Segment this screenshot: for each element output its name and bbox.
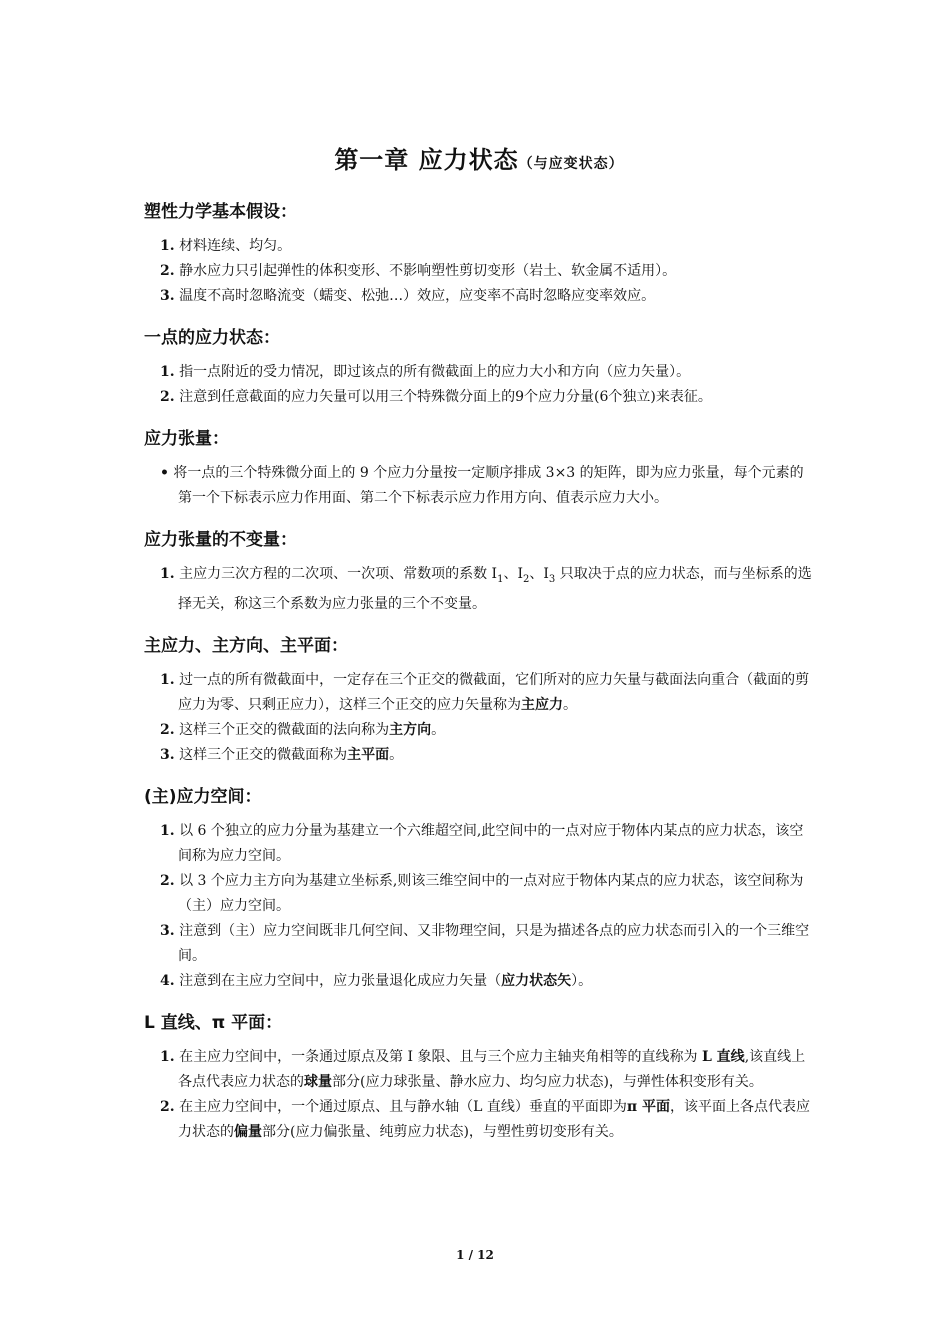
page-number: 1 / 12	[456, 1248, 494, 1262]
section-heading: L 直线、π 平面：	[144, 1012, 283, 1033]
list-item: 1. 主应力三次方程的二次项、一次项、常数项的系数 $I_1$、$I_2$、$I_3$ 只取决于点的应力状态，而与坐标系的选择无关，称这三个系数为应力张量的三个不变量。	[160, 566, 812, 612]
section-heading: 应力张量的不变量：	[144, 530, 297, 550]
section-heading: 塑性力学基本假设：	[144, 202, 297, 222]
list-item: 2. 以 3 个应力主方向为基建立坐标系,则该三维空间中的一点对应于物体内某点的应力状态，该空间称为（主）应力空间。	[160, 872, 804, 914]
section-heading: 主应力、主方向、主平面：	[144, 635, 348, 656]
bullet-item: • 将一点的三个特殊微分面上的 9 个应力分量按一定顺序排成 3×3 的矩阵，即为应力张量，每个元素的第一个下标表示应力作用面、第二个下标表示应力作用方向、值表示应力大小。	[160, 465, 804, 506]
list-item: 1. 以 6 个独立的应力分量为基建立一个六维超空间,此空间中的一点对应于物体内某点的应力状态，该空间称为应力空间。	[160, 822, 804, 864]
list-item: 1. 在主应力空间中，一条通过原点及第 Ⅰ 象限、且与三个应力主轴夹角相等的直线称为 L 直线,该直线上各点代表应力状态的球量部分(应力球张量、静水应力、均匀应力状态)，与弹性体积变形有关。	[160, 1048, 806, 1090]
section-heading: 应力张量：	[144, 429, 229, 449]
section-heading: (主)应力空间：	[144, 786, 262, 807]
list-item: 3. 这样三个正交的微截面称为主平面。	[160, 746, 404, 763]
list-item: 1. 指一点附近的受力情况，即过该点的所有微截面上的应力大小和方向（应力矢量）。	[160, 364, 691, 380]
list-item: 1. 材料连续、均匀。	[160, 238, 292, 254]
list-item: 1. 过一点的所有微截面中，一定存在三个正交的微截面，它们所对的应力矢量与截面法向重合（截面的剪应力为零、只剩正应力），这样三个正交的应力矢量称为主应力。	[160, 671, 810, 713]
list-item: 4. 注意到在主应力空间中，应力张量退化成应力矢量（应力状态矢）。	[160, 972, 593, 989]
title-text: 第一章 应力状态	[334, 146, 519, 174]
list-item: 2. 在主应力空间中，一个通过原点、且与静水轴（L 直线）垂直的平面即为π 平面，该平面上各点代表应力状态的偏量部分(应力偏张量、纯剪应力状态)，与塑性剪切变形有关。	[160, 1098, 810, 1140]
list-item: 3. 温度不高时忽略流变（蠕变、松弛…）效应，应变率不高时忽略应变率效应。	[160, 288, 656, 304]
list-item: 3. 注意到（主）应力空间既非几何空间、又非物理空间，只是为描述各点的应力状态而引入的一个三维空间。	[160, 922, 810, 964]
list-item: 2. 静水应力只引起弹性的体积变形、不影响塑性剪切变形（岩土、软金属不适用）。	[160, 263, 677, 279]
chapter-title	[144, 140, 814, 175]
list-item: 2. 这样三个正交的微截面的法向称为主方向。	[160, 721, 446, 738]
section-heading: 一点的应力状态：	[144, 328, 280, 348]
list-item: 2. 注意到任意截面的应力矢量可以用三个特殊微分面上的9个应力分量(6个独立)来表征。	[160, 389, 712, 405]
title-subtitle: （与应变状态）	[518, 156, 624, 172]
document-page	[144, 140, 814, 1145]
